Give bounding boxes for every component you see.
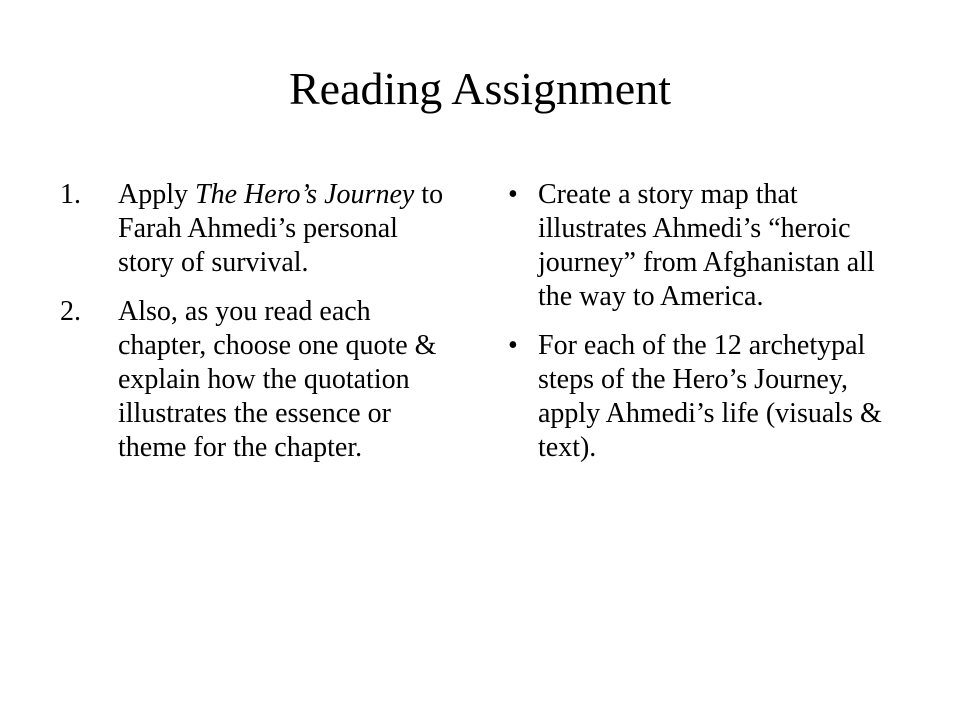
text-run: Apply bbox=[118, 179, 195, 210]
list-item-text: For each of the 12 archetypal steps of the Hero’s Journey, apply Ahmedi’s life (visuals & text). bbox=[538, 330, 882, 463]
list-number: 2. bbox=[60, 296, 81, 327]
list-item bbox=[508, 329, 904, 465]
text-run: to Farah Ahmedi’s personal story of survival. bbox=[118, 179, 444, 278]
list-number: 1. bbox=[60, 179, 81, 210]
list-item-text bbox=[118, 179, 443, 278]
list-item bbox=[60, 178, 460, 280]
slide-title: Reading Assignment bbox=[288, 63, 672, 114]
list-item-text: Create a story map that illustrates Ahmedi’s “heroic journey” from Afghanistan all the way to America. bbox=[538, 179, 875, 312]
list-item bbox=[60, 295, 460, 465]
book-title: The Hero’s Journey bbox=[195, 179, 415, 210]
bullet-icon: • bbox=[508, 330, 518, 361]
bullet-list bbox=[508, 178, 904, 480]
list-item bbox=[508, 178, 904, 314]
numbered-list bbox=[60, 178, 460, 480]
bullet-icon: • bbox=[508, 179, 518, 210]
list-item-text: Also, as you read each chapter, choose one quote & explain how the quotation illustrates the essence or theme for the chapter. bbox=[118, 296, 437, 463]
